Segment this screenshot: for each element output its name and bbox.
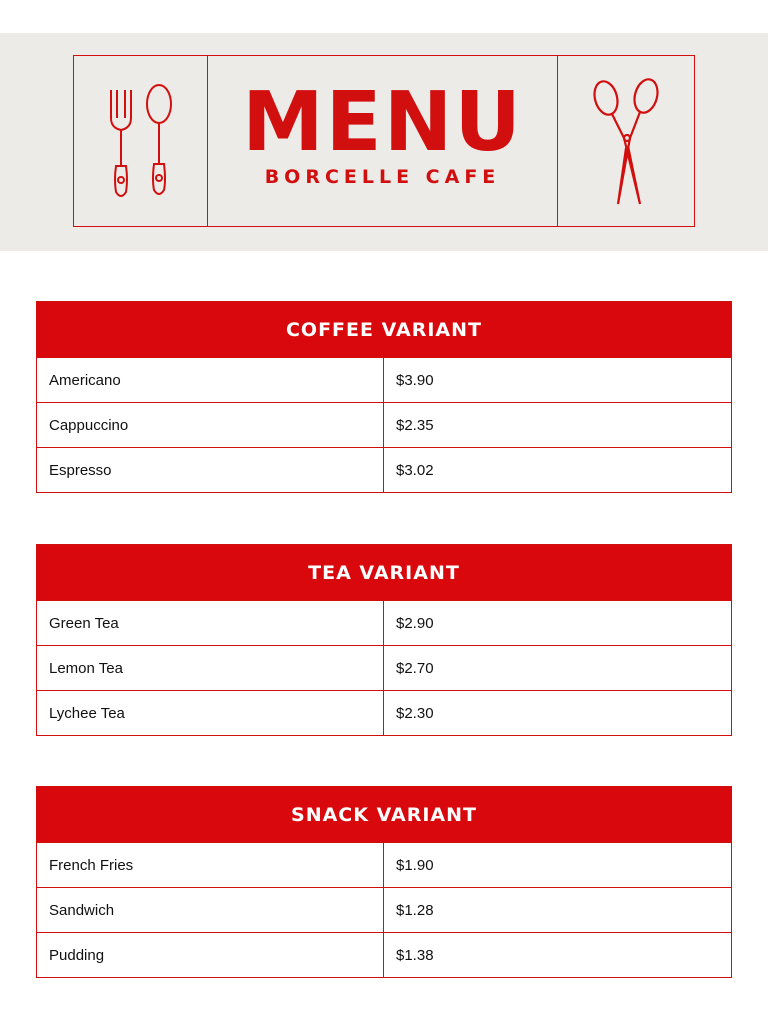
item-price: $2.35 [396,416,434,434]
spoon-icon [144,84,174,200]
table-row [37,932,731,977]
item-price: $1.38 [396,946,434,964]
item-name: French Fries [37,843,384,887]
table-row [37,645,731,690]
table-row [37,842,731,887]
fork-icon [106,88,136,200]
item-price: $3.90 [396,371,434,389]
coffee-section [36,301,732,493]
item-name: Espresso [37,448,384,492]
header-frame [73,55,695,227]
section-title: TEA VARIANT [37,545,731,600]
utensils-panel [74,56,208,226]
title-panel [208,56,558,226]
item-price: $1.90 [396,856,434,874]
table-row [37,887,731,932]
table-row [37,690,731,735]
item-price: $2.70 [396,659,434,677]
item-name: Pudding [37,933,384,977]
table-row [37,357,731,402]
item-name: Cappuccino [37,403,384,447]
header-banner [0,33,768,251]
item-price: $3.02 [396,461,434,479]
item-price: $2.90 [396,614,434,632]
table-row [37,447,731,492]
item-name: Lemon Tea [37,646,384,690]
section-title: COFFEE VARIANT [37,302,731,357]
section-title: SNACK VARIANT [37,787,731,842]
snack-section [36,786,732,978]
tea-section [36,544,732,736]
scissors-panel [558,56,694,226]
cafe-name: BORCELLE CAFE [264,166,501,188]
table-row [37,600,731,645]
table-row [37,402,731,447]
item-price: $2.30 [396,704,434,722]
item-name: Sandwich [37,888,384,932]
item-name: Green Tea [37,601,384,645]
item-name: Americano [37,358,384,402]
item-name: Lychee Tea [37,691,384,735]
item-price: $1.28 [396,901,434,919]
scissors-icon [590,76,662,208]
page-title: MENU [242,75,523,170]
